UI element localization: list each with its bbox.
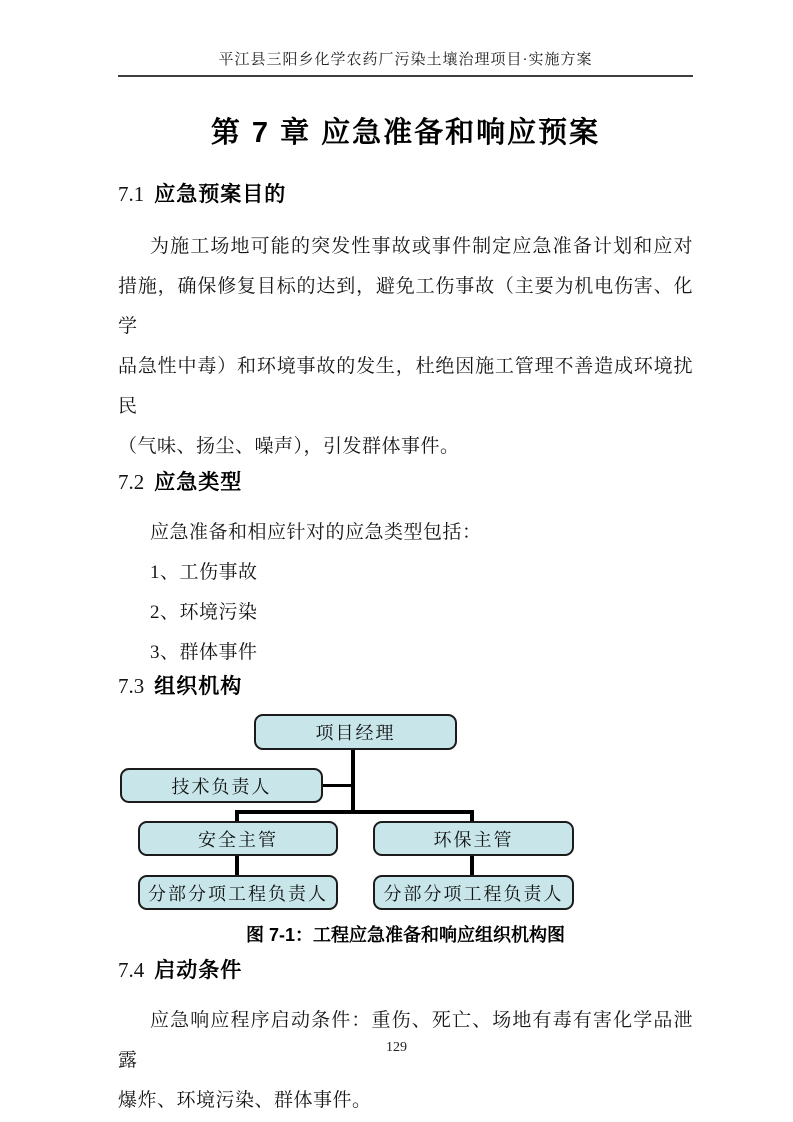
figure-caption: 图 7-1：工程应急准备和响应组织机构图 [245,925,565,945]
chapter-title: 第 7 章 应急准备和响应预案 [210,117,601,149]
paragraph-purpose [118,227,693,467]
page-header-title: 平江县三阳乡化学农药厂污染土壤治理项目·实施方案 [218,52,593,68]
org-chart [118,712,693,912]
section-heading-7-1 [118,181,693,208]
org-node-project-manager: 项目经理 [254,714,457,750]
paragraph-trigger-conditions [118,1001,693,1121]
org-node-safety-supervisor: 安全主管 [138,821,338,856]
paragraph-line: 爆炸、环境污染、群体事件。 [118,1090,372,1111]
section-heading-7-2 [118,469,693,496]
connector-env-sub [470,856,474,875]
page-number: 129 [386,1040,407,1055]
org-node-subproject-lead-left: 分部分项工程负责人 [138,875,338,910]
list-intro: 应急准备和相应针对的应急类型包括： [150,522,482,543]
paragraph-line: （气味、扬尘、噪声），引发群体事件。 [118,436,460,457]
section-title: 组织机构 [154,675,243,698]
connector-safety-sub [235,856,239,875]
section-title: 启动条件 [154,959,243,982]
section-number: 7.2 [118,470,145,494]
list-item: 3、群体事件 [150,642,258,663]
section-heading-7-3 [118,673,693,700]
section-title: 应急类型 [154,471,243,494]
connector-root-vertical [351,750,355,810]
org-node-technical-lead: 技术负责人 [120,768,323,803]
paragraph-line: 措施，确保修复目标的达到，避免工伤事故（主要为机电伤害、化学 [118,276,693,337]
connector-bus-horizontal [235,810,474,814]
paragraph-line: 品急性中毒）和环境事故的发生，杜绝因施工管理不善造成环境扰民 [118,356,693,417]
section-title: 应急预案目的 [154,183,287,206]
connector-drop-right [470,810,474,821]
section-number: 7.4 [118,958,145,982]
section-number: 7.1 [118,182,145,206]
connector-tech-horizontal [323,784,351,787]
list-item: 2、环境污染 [150,602,258,623]
org-node-environment-supervisor: 环保主管 [373,821,574,856]
section-heading-7-4 [118,957,693,984]
paragraph-line: 应急响应程序启动条件：重伤、死亡、场地有毒有害化学品泄露 [118,1010,693,1071]
org-node-subproject-lead-right: 分部分项工程负责人 [373,875,574,910]
header-rule [118,75,693,77]
paragraph-line: 为施工场地可能的突发性事故或事件制定应急准备计划和应对 [150,236,693,257]
connector-drop-left [235,810,239,821]
section-number: 7.3 [118,674,145,698]
list-item: 1、工伤事故 [150,562,258,583]
